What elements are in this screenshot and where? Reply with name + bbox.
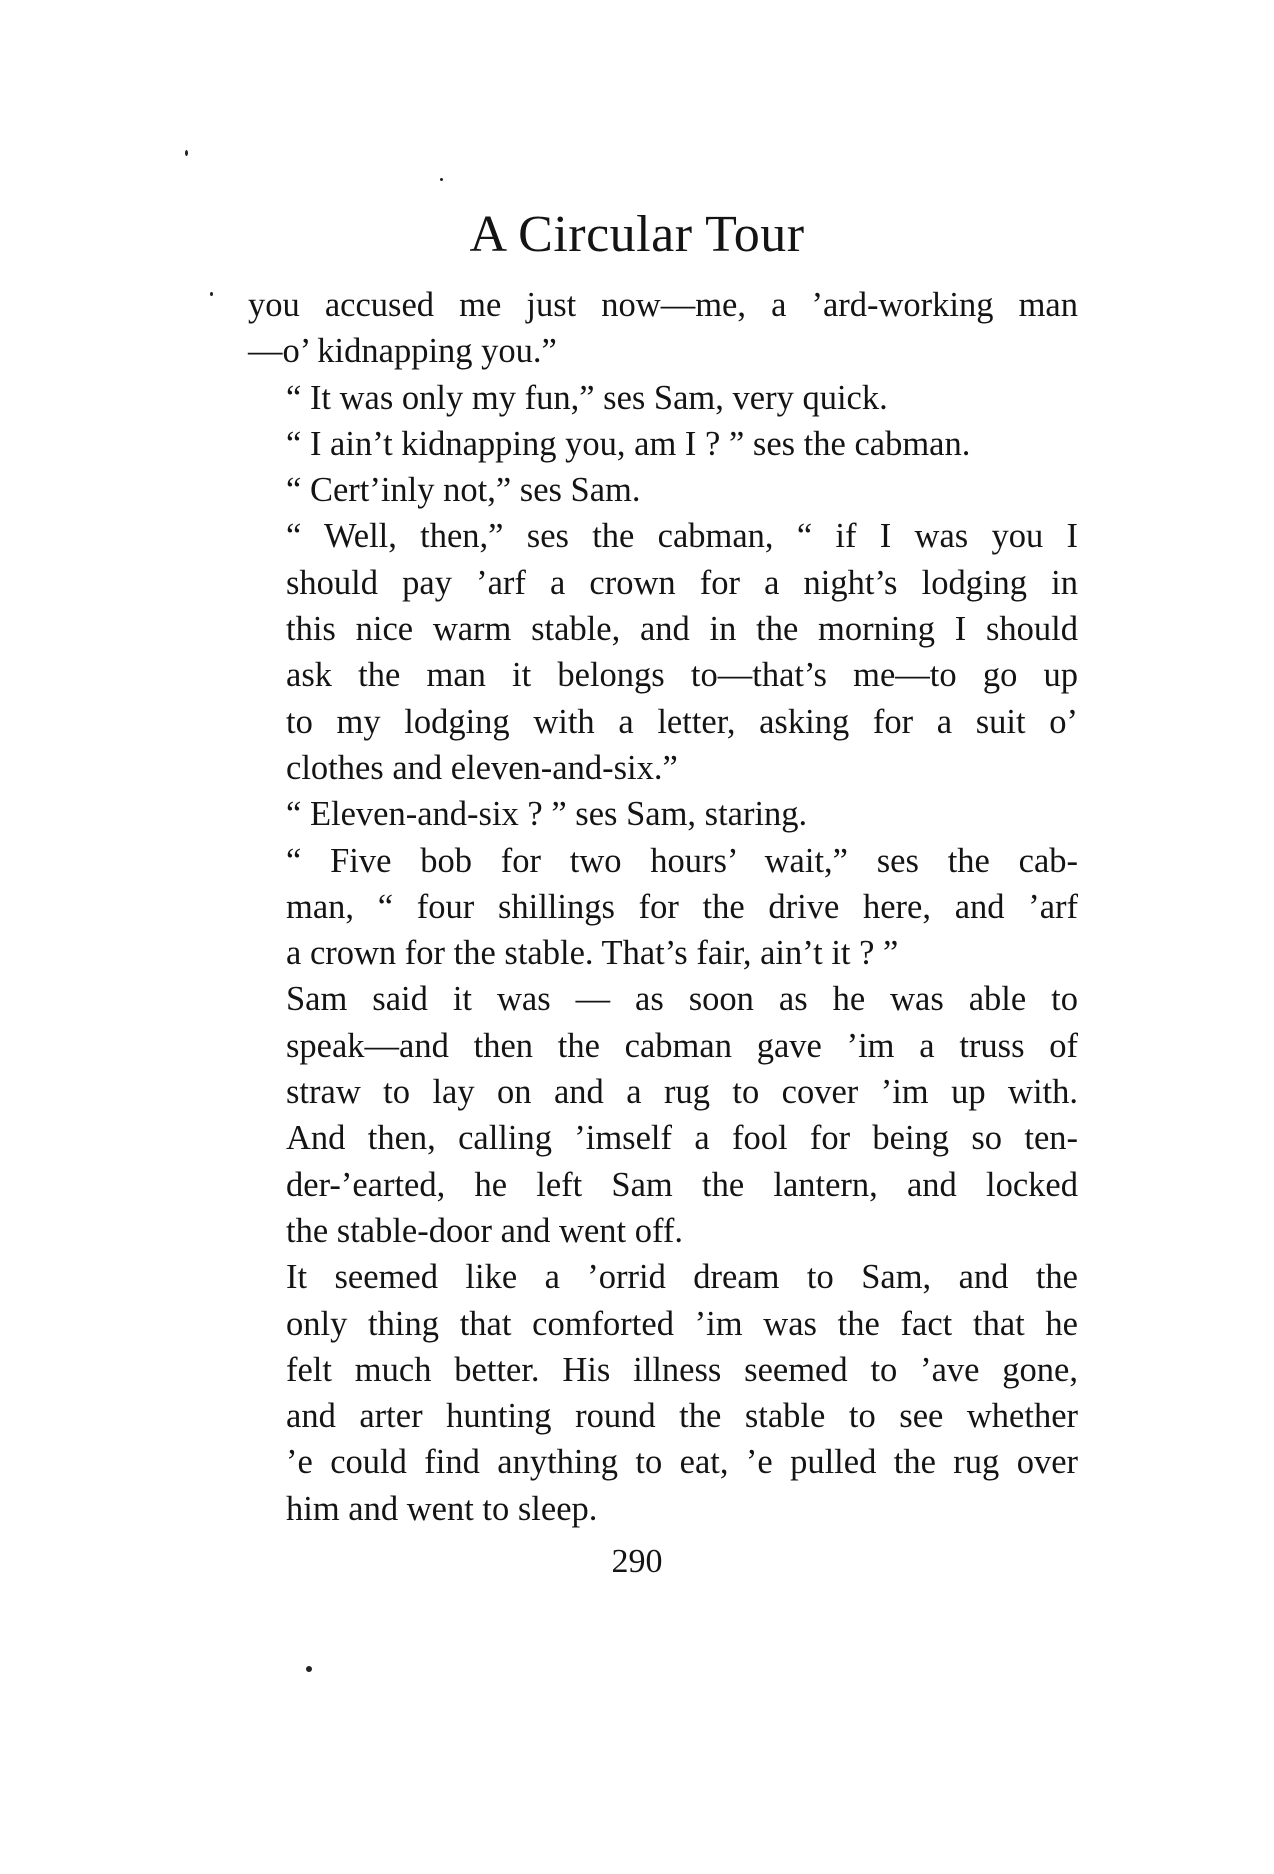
paragraph xyxy=(248,467,1078,513)
text-line: felt much better. His illness seemed to ’ave gone, xyxy=(286,1350,1078,1389)
text-line: him and went to sleep. xyxy=(286,1489,598,1528)
text-line: And then, calling ’imself a fool for being so ten- xyxy=(286,1119,1078,1158)
text-line: speak—and then the cabman gave ’im a truss of xyxy=(286,1026,1078,1065)
text-line: ’e could find anything to eat, ’e pulled the rug over xyxy=(286,1443,1078,1482)
text-line: “ It was only my fun,” ses Sam, very quick. xyxy=(286,378,888,417)
paragraph xyxy=(248,282,1078,375)
paragraph xyxy=(248,513,1078,791)
text-line: ask the man it belongs to—that’s me—to go up xyxy=(286,656,1078,695)
text-line: this nice warm stable, and in the morning I should xyxy=(286,610,1078,649)
text-line: “ Five bob for two hours’ wait,” ses the cab- xyxy=(286,841,1078,880)
text-line: man, “ four shillings for the drive here, and ’arf xyxy=(286,887,1078,926)
paragraph xyxy=(248,838,1078,977)
page-number: 290 xyxy=(611,1543,663,1580)
paragraph xyxy=(248,375,1078,421)
text-line: straw to lay on and a rug to cover ’im up with. xyxy=(286,1073,1078,1112)
text-line: you accused me just now—me, a ’ard-working man xyxy=(248,286,1078,324)
scan-speck xyxy=(306,1666,312,1672)
text-line: It seemed like a ’orrid dream to Sam, and the xyxy=(286,1258,1078,1297)
paragraph xyxy=(248,421,1078,467)
text-line: “ I ain’t kidnapping you, am I ? ” ses the cabman. xyxy=(286,424,971,463)
body-text xyxy=(248,282,1078,1532)
text-line: “ Well, then,” ses the cabman, “ if I was you I xyxy=(286,517,1078,556)
text-line: to my lodging with a letter, asking for a suit o’ xyxy=(286,702,1078,741)
paragraph xyxy=(248,976,1078,1254)
paragraph xyxy=(248,791,1078,837)
text-line: and arter hunting round the stable to see whether xyxy=(286,1397,1078,1436)
scan-speck xyxy=(185,150,188,156)
running-title: A Circular Tour xyxy=(469,206,805,263)
text-line: the stable-door and went off. xyxy=(286,1211,683,1250)
text-line: should pay ’arf a crown for a night’s lodging in xyxy=(286,563,1078,602)
paragraph xyxy=(248,1254,1078,1532)
text-line: “ Eleven-and-six ? ” ses Sam, staring. xyxy=(286,795,808,834)
text-line: a crown for the stable. That’s fair, ain’t it ? ” xyxy=(286,934,899,973)
text-line: only thing that comforted ’im was the fact that he xyxy=(286,1304,1078,1343)
text-line: Sam said it was — as soon as he was able to xyxy=(286,980,1078,1019)
text-line: der-’earted, he left Sam the lantern, and locked xyxy=(286,1165,1078,1204)
scan-speck xyxy=(210,292,213,296)
text-line: “ Cert’inly not,” ses Sam. xyxy=(286,471,641,510)
scan-speck xyxy=(440,178,443,181)
text-line: clothes and eleven-and-six.” xyxy=(286,748,678,787)
text-line: —o’ kidnapping you.” xyxy=(248,332,557,371)
